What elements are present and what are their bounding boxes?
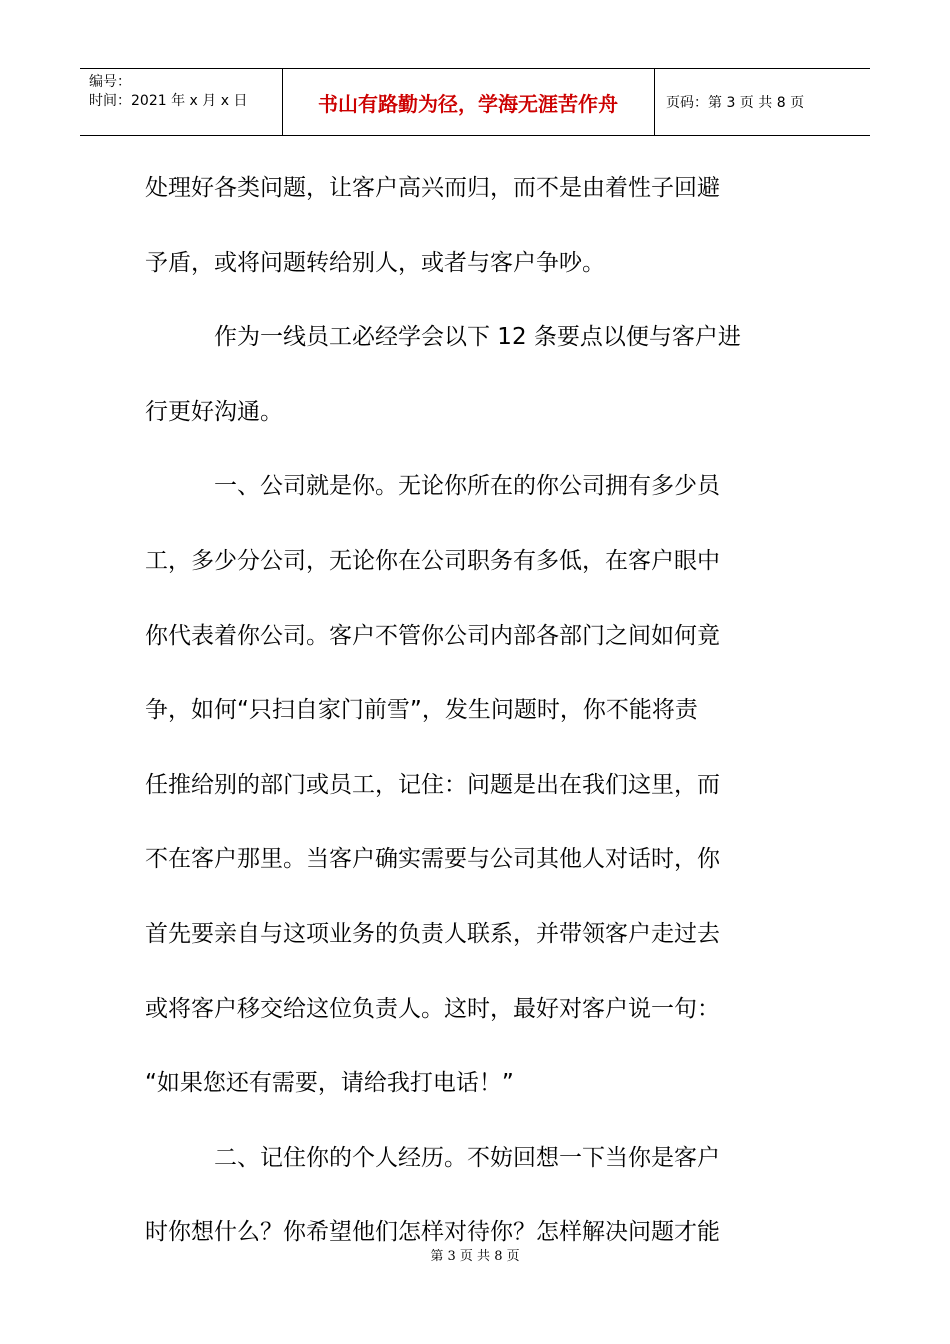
page-header — [80, 68, 870, 136]
body-line: 二、记住你的个人经历。不妨回想一下当你是客户 — [145, 1144, 720, 1171]
body-line: 工，多少分公司，无论你在公司职务有多低，在客户眼中 — [145, 547, 720, 574]
document-number-label: 编号： — [89, 74, 131, 90]
header-page-info: 页码：第 3 页 共 8 页 — [666, 95, 805, 111]
body-line: 作为一线员工必经学会以下 12 条要点以便与客户进 — [145, 324, 741, 351]
body-line: 一、公司就是你。无论你所在的你公司拥有多少员 — [145, 473, 720, 500]
header-motto: 书山有路勤为径，学海无涯苦作舟 — [318, 91, 618, 116]
body-line: 行更好沟通。 — [145, 398, 283, 425]
body-line: 任推给别的部门或员工，记住：问题是出在我们这里，而 — [145, 771, 720, 798]
header-divider-right — [654, 69, 655, 135]
body-line: 予盾，或将问题转给别人，或者与客户争吵。 — [145, 249, 605, 276]
page-footer: 第 3 页 共 8 页 — [430, 1249, 520, 1264]
body-line: 时你想什么？你希望他们怎样对待你？怎样解决问题才能 — [145, 1219, 720, 1246]
document-body — [145, 151, 800, 1270]
body-line: 处理好各类问题，让客户高兴而归，而不是由着性子回避 — [145, 175, 720, 201]
body-line: 争，如何“只扫自家门前雪”，发生问题时，你不能将责 — [145, 697, 698, 724]
body-line: “如果您还有需要，请给我打电话！” — [145, 1070, 514, 1097]
body-line: 你代表着你公司。客户不管你公司内部各部门之间如何竟 — [145, 622, 720, 649]
body-line: 或将客户移交给这位负责人。这时，最好对客户说一句： — [145, 995, 720, 1022]
header-meta — [89, 73, 247, 111]
body-line: 不在客户那里。当客户确实需要与公司其他人对话时，你 — [145, 846, 720, 873]
body-line: 首先要亲自与这项业务的负责人联系，并带领客户走过去 — [145, 920, 720, 947]
document-date: 时间：2021 年 x 月 x 日 — [89, 93, 248, 109]
